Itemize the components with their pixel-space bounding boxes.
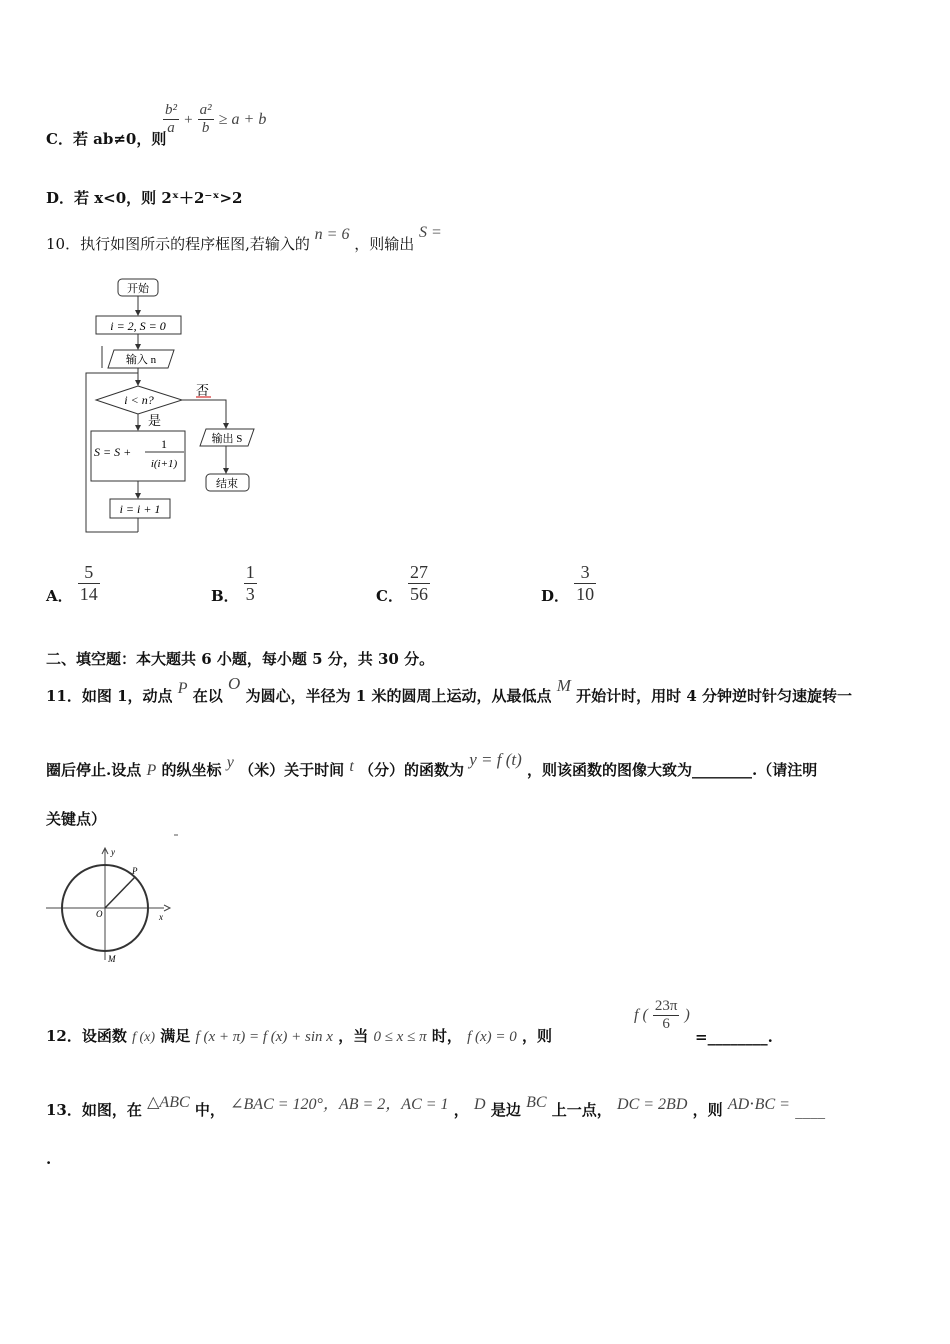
q13-text-e: 上一点， (551, 1101, 612, 1119)
q13-dc-relation: DC = 2BD (617, 1096, 688, 1113)
flow-output-text: 输出 S (211, 433, 243, 445)
q13-text-a: 13．如图，在 (46, 1101, 142, 1119)
q12-frac-den: 6 (662, 1016, 670, 1032)
q11-text-d: 开始计时，用时 4 分钟逆时针匀速旋转一 (576, 687, 852, 705)
inequality-tail: ≥ a + b (218, 111, 267, 128)
q12-text-c: ，当 (338, 1027, 369, 1045)
q12-f-open: f ( (634, 1006, 648, 1024)
q11-line-1 (46, 674, 852, 706)
q10-option-b-den: 3 (245, 584, 255, 604)
q10-stem (46, 224, 442, 254)
q11-text-h: （分）的函数为 (359, 761, 465, 779)
flow-no-label: 否 (196, 383, 210, 398)
flow-input-text: 输入 n (125, 354, 157, 366)
q10-option-b (211, 562, 257, 605)
q10-option-a-den: 14 (79, 584, 98, 604)
flow-update-s-den: i(i+1) (150, 458, 178, 470)
q12-f-close: ) (684, 1006, 690, 1024)
q10-option-d (541, 562, 596, 605)
q10-option-a-num: 5 (78, 562, 100, 584)
q11-line-3: 关键点） (46, 810, 107, 828)
flow-decision-text: i < n? (124, 393, 154, 407)
q13-triangle: △ABC (147, 1094, 190, 1111)
q10-option-a (46, 562, 100, 605)
q11-var-y: y (226, 754, 234, 771)
flow-yes-label: 是 (148, 413, 162, 428)
q13-text-f: ，则 (692, 1101, 723, 1119)
fig-label-p: P (132, 866, 138, 876)
q13-dot-product: AD⋅BC = (727, 1096, 790, 1113)
q9-option-c-label: C．若 ab≠0，则 (46, 130, 167, 148)
q10-option-b-num: 1 (245, 562, 255, 582)
q12-text-e: ，则 (522, 1027, 553, 1045)
q11-text-i: ，则该函数的图像大致为________.（请注明 (527, 761, 818, 779)
flowchart (80, 272, 270, 540)
q11-circle-figure (44, 832, 184, 967)
q10-option-c-label: C． (376, 587, 403, 605)
frac-a2: a² (199, 102, 212, 118)
q11-point-p: P (177, 680, 188, 697)
q12-frac-num: 23π (654, 998, 678, 1014)
q10-option-d-num: 3 (574, 562, 596, 584)
q10-prefix: 10．执行如图所示的程序框图,若输入的 (46, 235, 310, 253)
flow-init-text: i = 2, S = 0 (110, 319, 166, 333)
frac-b2: b² (165, 102, 177, 118)
radius-op (105, 877, 135, 908)
flow-end-text: 结束 (216, 478, 238, 490)
q11-point-m: M (556, 676, 571, 695)
flow-update-s-num: 1 (161, 437, 167, 451)
q13-conditions: ∠BAC = 120°，AB = 2，AC = 1 (230, 1096, 449, 1113)
q12-equation: f (x + π) = f (x) + sin x (195, 1029, 333, 1045)
section-title: 二、填空题：本大题共 6 小题，每小题 5 分，共 30 分。 (46, 650, 435, 668)
q11-point-o: O (228, 674, 241, 693)
q10-option-a-label: A． (46, 587, 73, 605)
q13-end-period: . (46, 1150, 52, 1168)
q11-function: y = f (t) (469, 750, 522, 769)
q10-option-d-den: 10 (576, 584, 595, 604)
q13-text-c: ， (453, 1101, 469, 1119)
q10-option-c (376, 562, 430, 605)
fig-label-x: x (159, 912, 163, 922)
q12-text-a: 12．设函数 (46, 1027, 127, 1045)
q11-text-a: 11．如图 1，动点 (46, 687, 173, 705)
q9-option-c-formula (163, 102, 266, 137)
fig-label-m: M (108, 954, 116, 964)
q13-line (46, 1094, 826, 1120)
q10-option-d-label: D． (541, 587, 570, 605)
q12-line (46, 1025, 552, 1046)
frac-b: b (201, 120, 210, 136)
q10-n-expr: n = 6 (314, 226, 350, 243)
q12-text-d: 时， (431, 1027, 462, 1045)
q13-answer-blank: ____ (795, 1101, 826, 1119)
q11-var-t: t (349, 758, 354, 775)
q13-text-d: 是边 (490, 1101, 521, 1119)
q13-side-bc: BC (526, 1094, 547, 1111)
q11-text-g: （米）关于时间 (239, 761, 345, 779)
frac-a: a (167, 120, 175, 136)
q11-text-f: 的纵坐标 (161, 761, 222, 779)
flow-start-text: 开始 (127, 283, 149, 295)
q11-text-e: 圈后停止.设点 (46, 761, 142, 779)
q10-option-c-num: 27 (410, 562, 429, 582)
q10-mid: ，则输出 (354, 235, 415, 253)
q12-f-value (634, 998, 690, 1033)
q12-range: 0 ≤ x ≤ π (373, 1029, 427, 1045)
q13-point-d: D (474, 1096, 486, 1113)
plus-sign: + (184, 112, 193, 128)
q10-option-b-label: B． (211, 587, 239, 605)
q12-text-b: 满足 (160, 1027, 191, 1045)
q9-option-d: D．若 x<0，则 2ˣ＋2⁻ˣ>2 (46, 189, 243, 207)
q11-line-2 (46, 750, 818, 780)
q12-fx: f (x) (132, 1030, 156, 1045)
q12-fx-zero: f (x) = 0 (467, 1029, 517, 1045)
q10-s-expr: S = (419, 224, 442, 241)
q13-text-b: 中， (194, 1101, 225, 1119)
q11-point-p2: P (146, 762, 157, 779)
q11-text-c: 为圆心，半径为 1 米的圆周上运动，从最低点 (245, 687, 552, 705)
q10-option-c-den: 56 (410, 584, 429, 604)
fig-label-o: O (96, 909, 103, 919)
q11-text-b: 在以 (192, 687, 223, 705)
fig-label-y: y (111, 847, 115, 857)
q12-answer-blank: =________. (695, 1028, 773, 1046)
flow-increment-text: i = i + 1 (119, 502, 161, 516)
flow-update-s-text: S = S + (94, 445, 132, 459)
